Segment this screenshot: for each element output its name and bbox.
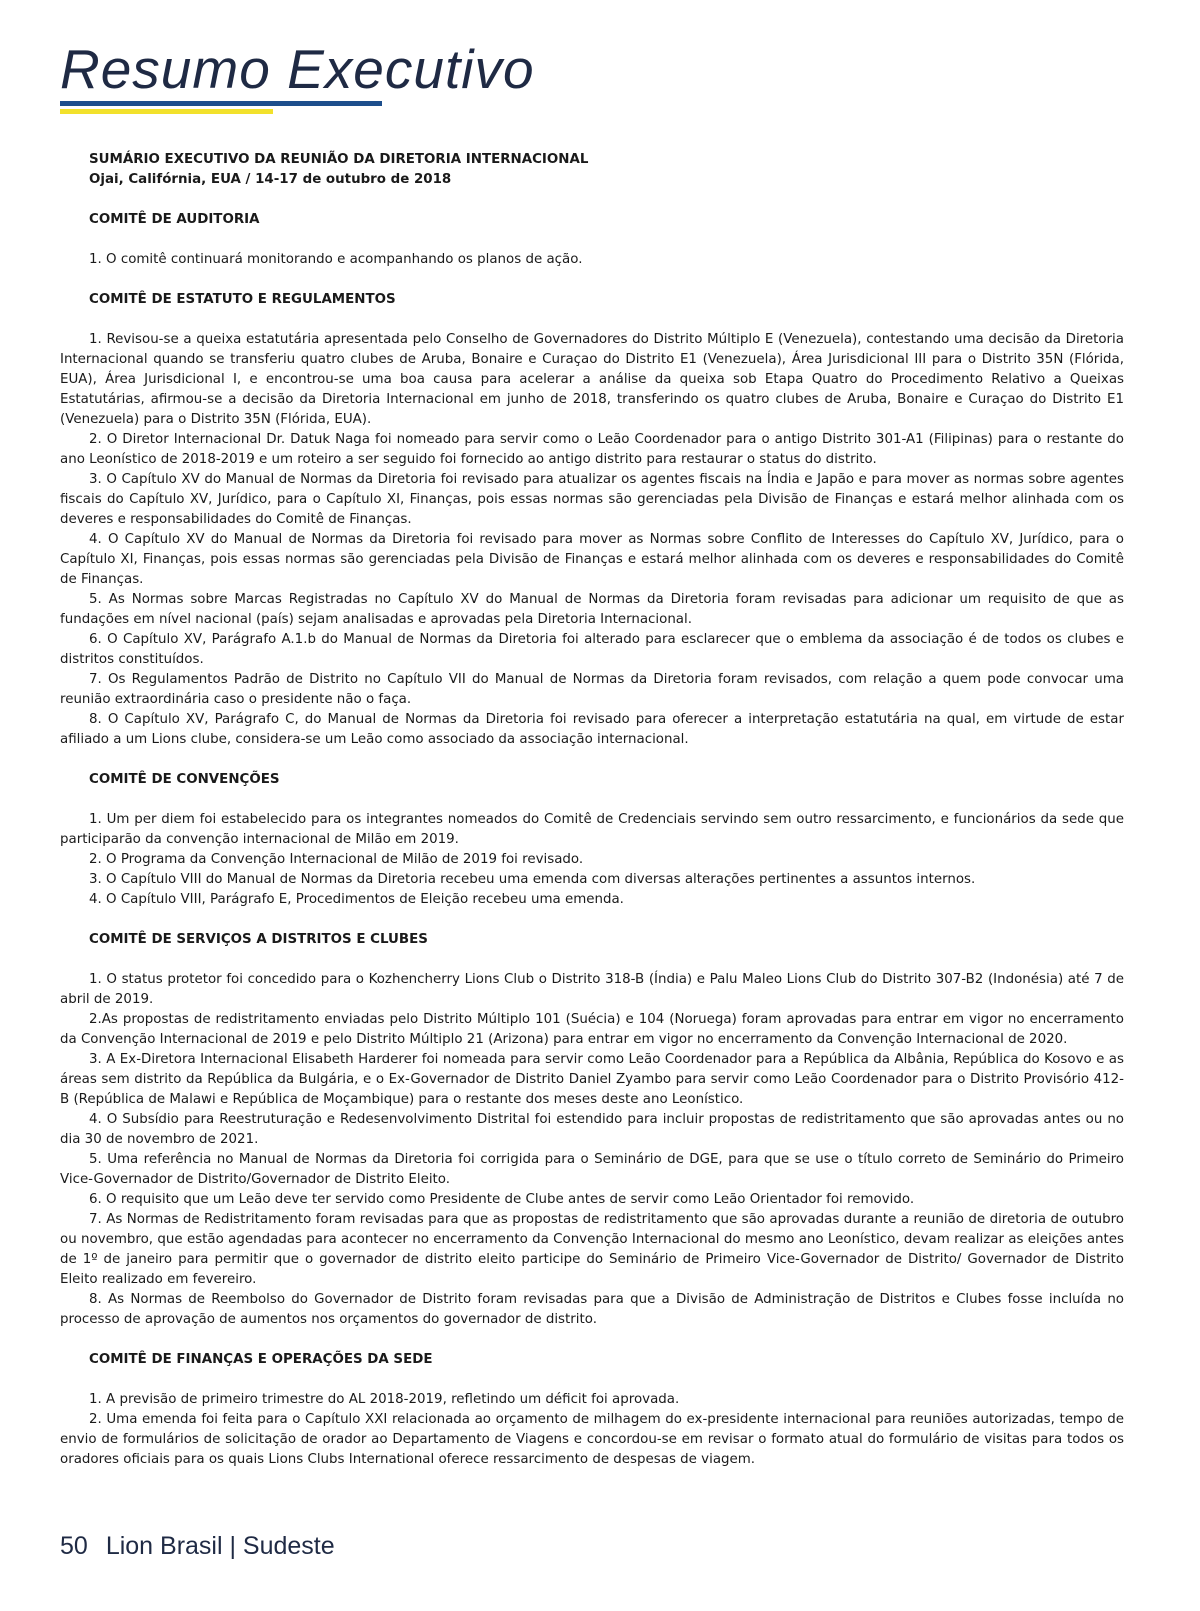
committee-section bbox=[60, 770, 1124, 910]
section-item: 8. As Normas de Reembolso do Governador de Distrito foram revisadas para que a Divisão de Administração de Distritos e Clubes fosse incluída no processo de aprovação de aumentos nos orçamentos do governador de distrito. bbox=[60, 1292, 1124, 1327]
committee-section bbox=[60, 210, 1124, 270]
section-item: 1. O status protetor foi concedido para o Kozhencherry Lions Club o Distrito 318-B (Índia) e Palu Maleo Lions Club do Distrito 307-B2 (Indonésia) até 7 de abril de 2019. bbox=[60, 972, 1124, 1007]
section-item: 3. O Capítulo XV do Manual de Normas da Diretoria foi revisado para atualizar os agentes fiscais na Índia e Japão e para mover as normas sobre agentes fiscais do Capítulo XV, Jurídico, para o Capítulo XI, Finanças, pois essas normas são gerenciadas pela Divisão de Finanças e estará melhor alinhada com os deveres e responsabilidades do Comitê de Finanças. bbox=[60, 472, 1124, 527]
committee-section bbox=[60, 930, 1124, 1330]
section-item: 4. O Subsídio para Reestruturação e Redesenvolvimento Distrital foi estendido para incluir propostas de redistritamento que são aprovadas antes ou no dia 30 de novembro de 2021. bbox=[60, 1112, 1124, 1147]
section-item: 1. O comitê continuará monitorando e acompanhando os planos de ação. bbox=[89, 252, 583, 267]
section-item: 8. O Capítulo XV, Parágrafo C, do Manual de Normas da Diretoria foi revisado para oferecer a interpretação estatutária na qual, em virtude de estar afiliado a um Lions clube, considera-se um Leão como associado da associação internacional. bbox=[60, 712, 1124, 747]
section-title: COMITÊ DE CONVENÇÕES bbox=[89, 772, 280, 787]
section-item: 1. Um per diem foi estabelecido para os integrantes nomeados do Comitê de Credenciais servindo sem outro ressarcimento, e funcionários da sede que participarão da convenção internacional de Milão em 2019. bbox=[60, 812, 1124, 847]
section-item: 1. Revisou-se a queixa estatutária apresentada pelo Conselho de Governadores do Distrito Múltiplo E (Venezuela), contestando uma decisão da Diretoria Internacional quando se transferiu quatro clubes de Aruba, Bonaire e Curaçao do Distrito E1 (Venezuela), Área Jurisdicional III para o Distrito 35N (Flórida, EUA), Área Jurisdicional I, e encontrou-se uma boa causa para acelerar a análise da queixa sob Etapa Quatro do Procedimento Relativo a Queixas Estatutárias, afirmou-se a decisão da Diretoria Internacional em junho de 2018, transferindo os quatro clubes de Aruba, Bonaire e Curaçao do Distrito E1 (Venezuela) para o Distrito 35N (Flórida, EUA). bbox=[60, 332, 1124, 427]
section-item: 5. Uma referência no Manual de Normas da Diretoria foi corrigida para o Seminário de DGE, para que se use o título correto de Seminário do Primeiro Vice-Governador de Distrito/Governador de Distrito Eleito. bbox=[60, 1152, 1124, 1187]
section-item: 7. As Normas de Redistritamento foram revisadas para que as propostas de redistritamento que são aprovadas durante a reunião de diretoria de outubro ou novembro, que estão agendadas para acontecer no encerramento da Convenção Internacional do mesmo ano Leonístico, devam realizar as eleições antes de 1º de janeiro para permitir que o governador de distrito eleito participe do Seminário de Primeiro Vice-Governador de Distrito/ Governador de Distrito Eleito realizado em fevereiro. bbox=[60, 1212, 1124, 1287]
section-item: 1. A previsão de primeiro trimestre do AL 2018-2019, refletindo um déficit foi aprovada. bbox=[89, 1392, 680, 1407]
section-title: COMITÊ DE SERVIÇOS A DISTRITOS E CLUBES bbox=[89, 932, 428, 947]
meeting-title: SUMÁRIO EXECUTIVO DA REUNIÃO DA DIRETORIA INTERNACIONAL bbox=[89, 152, 589, 167]
title-underline-yellow bbox=[60, 109, 273, 114]
title-underline-blue bbox=[60, 101, 382, 106]
section-item: 4. O Capítulo VIII, Parágrafo E, Procedimentos de Eleição recebeu uma emenda. bbox=[89, 892, 624, 907]
meeting-header bbox=[60, 150, 1124, 190]
section-title: COMITÊ DE FINANÇAS E OPERAÇÕES DA SEDE bbox=[89, 1352, 433, 1367]
document-body bbox=[60, 150, 1124, 1490]
section-item: 7. Os Regulamentos Padrão de Distrito no Capítulo VII do Manual de Normas da Diretoria foram revisados, com relação a quem pode convocar uma reunião extraordinária caso o presidente não o faça. bbox=[60, 672, 1124, 707]
section-item: 3. O Capítulo VIII do Manual de Normas da Diretoria recebeu uma emenda com diversas alterações pertinentes a assuntos internos. bbox=[89, 872, 976, 887]
page-number: 50 bbox=[60, 1532, 88, 1560]
section-item: 2. O Programa da Convenção Internacional de Milão de 2019 foi revisado. bbox=[89, 852, 584, 867]
section-item: 2. O Diretor Internacional Dr. Datuk Naga foi nomeado para servir como o Leão Coordenador para o antigo Distrito 301-A1 (Filipinas) para o restante do ano Leonístico de 2018-2019 e um roteiro a ser seguido foi fornecido ao antigo distrito para restaurar o status do distrito. bbox=[60, 432, 1124, 467]
section-title: COMITÊ DE AUDITORIA bbox=[89, 212, 260, 227]
section-item: 6. O Capítulo XV, Parágrafo A.1.b do Manual de Normas da Diretoria foi alterado para esclarecer que o emblema da associação é de todos os clubes e distritos constituídos. bbox=[60, 632, 1124, 667]
committee-section bbox=[60, 1350, 1124, 1470]
section-item: 5. As Normas sobre Marcas Registradas no Capítulo XV do Manual de Normas da Diretoria foram revisadas para adicionar um requisito de que as fundações em nível nacional (país) sejam analisadas e aprovadas pela Diretoria Internacional. bbox=[60, 592, 1124, 627]
section-title: COMITÊ DE ESTATUTO E REGULAMENTOS bbox=[89, 292, 396, 307]
section-item: 3. A Ex-Diretora Internacional Elisabeth Harderer foi nomeada para servir como Leão Coordenador para a República da Albânia, República do Kosovo e as áreas sem distrito da República da Bulgária, e o Ex-Governador de Distrito Daniel Zyambo para servir como Leão Coordenador para o Distrito Provisório 412-B (República de Malawi e República de Moçambique) para o restante dos meses deste ano Leonístico. bbox=[60, 1052, 1124, 1107]
section-item: 4. O Capítulo XV do Manual de Normas da Diretoria foi revisado para mover as Normas sobre Conflito de Interesses do Capítulo XV, Jurídico, para o Capítulo XI, Finanças, pois essas normas são gerenciadas pela Divisão de Finanças e estará melhor alinhada com os deveres e responsabilidades do Comitê de Finanças. bbox=[60, 532, 1124, 587]
meeting-location-date: Ojai, Califórnia, EUA / 14-17 de outubro de 2018 bbox=[89, 172, 452, 187]
page-footer bbox=[60, 1532, 335, 1561]
publication-name: Lion Brasil | Sudeste bbox=[105, 1532, 335, 1560]
committee-section bbox=[60, 290, 1124, 750]
section-item: 2.As propostas de redistritamento enviadas pelo Distrito Múltiplo 101 (Suécia) e 104 (Noruega) foram aprovadas para entrar em vigor no encerramento da Convenção Internacional de 2019 e pelo Distrito Múltiplo 21 (Arizona) para entrar em vigor no encerramento da Convenção Internacional de 2020. bbox=[60, 1012, 1124, 1047]
section-item: 6. O requisito que um Leão deve ter servido como Presidente de Clube antes de servir como Leão Orientador foi removido. bbox=[89, 1192, 915, 1207]
page-title: Resumo Executivo bbox=[60, 38, 535, 100]
sections-container bbox=[60, 210, 1124, 1470]
section-item: 2. Uma emenda foi feita para o Capítulo XXI relacionada ao orçamento de milhagem do ex-presidente internacional para reuniões autorizadas, tempo de envio de formulários de solicitação de orador ao Departamento de Viagens e concordou-se em revisar o formato atual do formulário de visitas para todos os oradores oficiais para os quais Lions Clubs International oferece ressarcimento de despesas de viagem. bbox=[60, 1412, 1124, 1467]
